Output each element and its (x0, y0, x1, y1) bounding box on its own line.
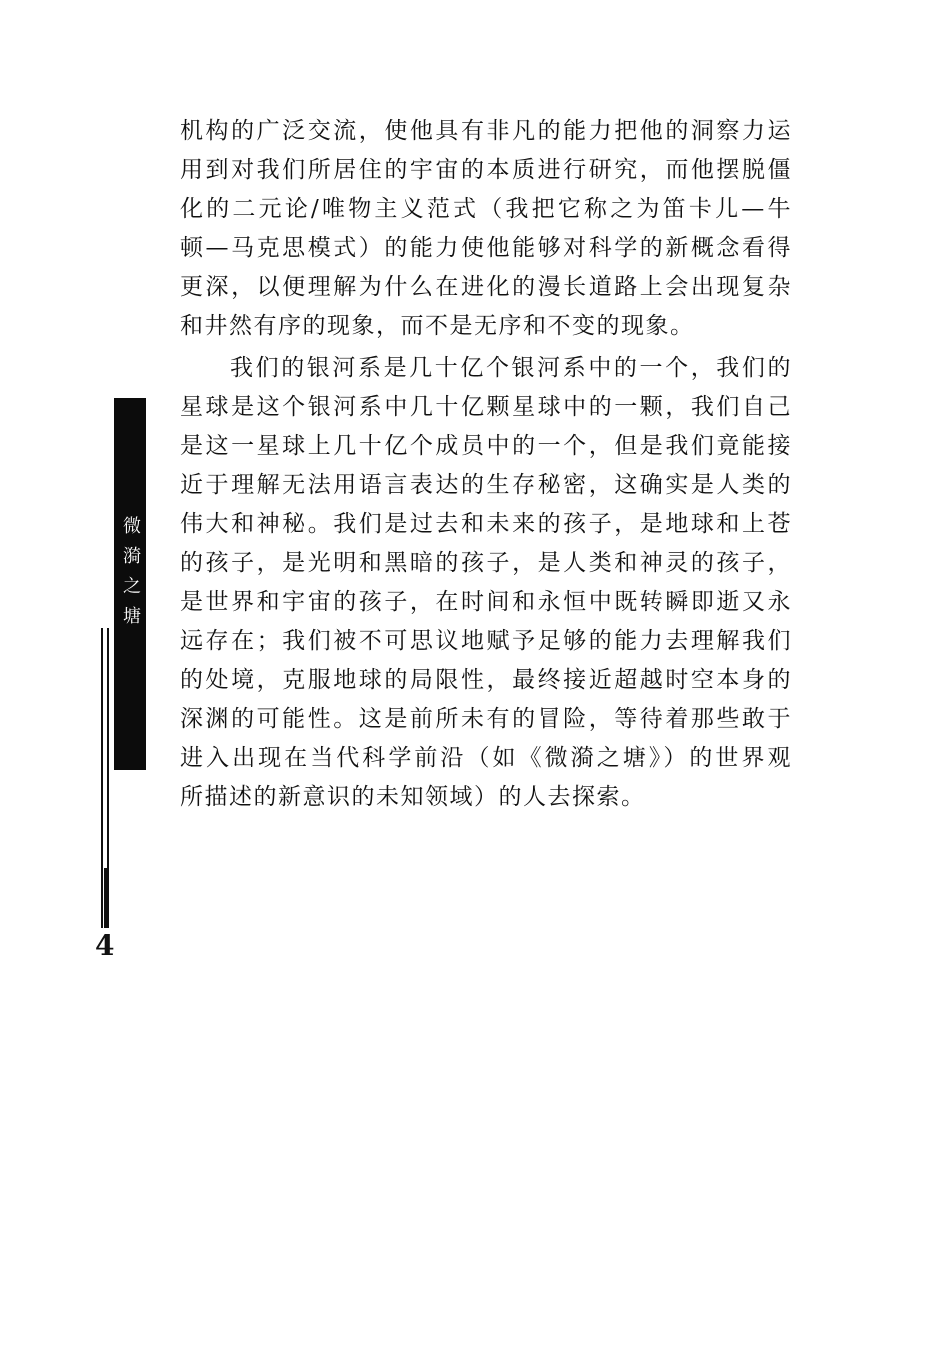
paragraph-2-line-12: 所描述的新意识的未知领域）的人去探索。 (180, 784, 646, 810)
paragraph-2-line-11: 进入出现在当代科学前沿（如《微漪之塘》）的世界观 (180, 745, 792, 771)
paragraph-1-line-4: 顿—马克思模式）的能力使他能够对科学的新概念看得 (180, 235, 792, 261)
paragraph-1-line-1: 机构的广泛交流，使他具有非凡的能力把他的洞察力运 (180, 118, 792, 144)
paragraph-1-line-2: 用到对我们所居住的宇宙的本质进行研究，而他摆脱僵 (180, 157, 792, 183)
paragraph-2-line-4: 近于理解无法用语言表达的生存秘密，这确实是人类的 (180, 472, 792, 498)
book-title-tab (114, 398, 146, 770)
paragraph-1-line-5: 更深，以便理解为什么在进化的漫长道路上会出现复杂 (180, 274, 792, 300)
paragraph-2-line-10: 深渊的可能性。这是前所未有的冒险，等待着那些敢于 (180, 706, 792, 732)
paragraph-2-line-7: 是世界和宇宙的孩子，在时间和永恒中既转瞬即逝又永 (180, 589, 792, 615)
paragraph-2-line-2: 星球是这个银河系中几十亿颗星球中的一颗，我们自己 (180, 394, 792, 420)
paragraph-1-line-3: 化的二元论/唯物主义范式（我把它称之为笛卡儿—牛 (180, 196, 792, 222)
paragraph-2-line-6: 的孩子，是光明和黑暗的孩子，是人类和神灵的孩子， (180, 550, 792, 576)
body-text (180, 112, 792, 817)
page-number: 4 (95, 929, 115, 962)
paragraph-2-line-5: 伟大和神秘。我们是过去和未来的孩子，是地球和上苍 (180, 511, 792, 537)
paragraph-2-line-9: 的处境，克服地球的局限性，最终接近超越时空本身的 (180, 667, 792, 693)
book-title: 微漪之塘 (120, 516, 141, 636)
margin-rule-accent (104, 868, 109, 928)
paragraph-2-line-3: 是这一星球上几十亿个成员中的一个，但是我们竟能接 (180, 433, 792, 459)
paragraph-1-line-6: 和井然有序的现象，而不是无序和不变的现象。 (180, 313, 695, 339)
margin-rule-left (101, 628, 103, 928)
paragraph-2-line-1: 我们的银河系是几十亿个银河系中的一个，我们的 (230, 355, 792, 381)
paragraph-2-line-8: 远存在；我们被不可思议地赋予足够的能力去理解我们 (180, 628, 792, 654)
